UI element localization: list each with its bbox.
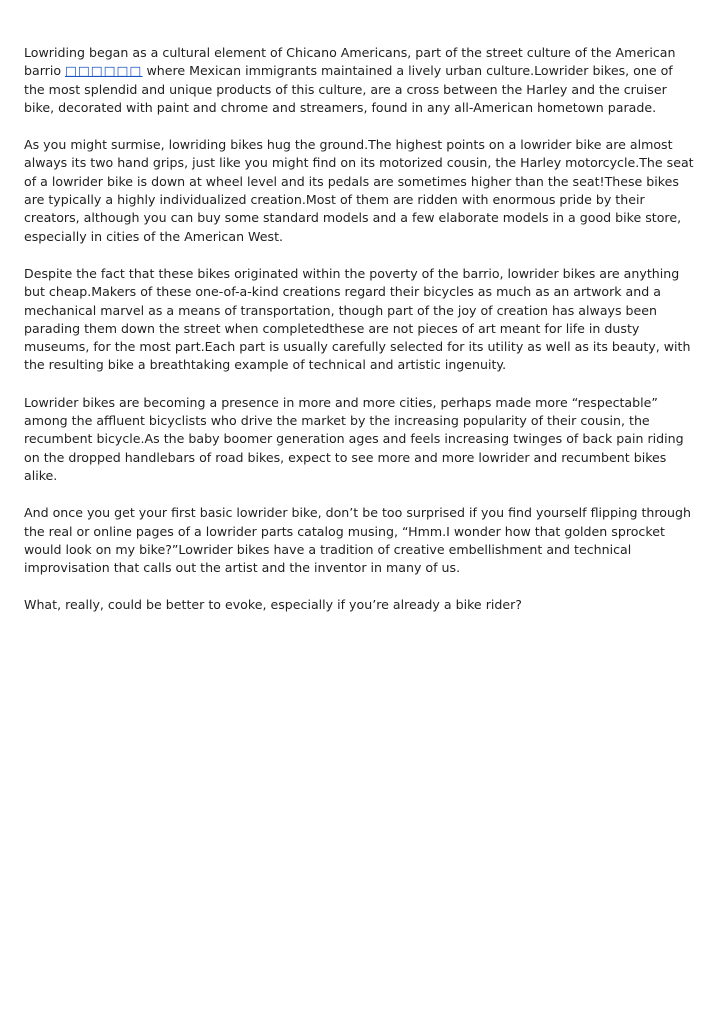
paragraph-1 (24, 44, 696, 117)
paragraph-1-text-before-link: Lowriding began as a cultural element of Chicano Americans, part of the street culture of the American barrio (24, 45, 676, 79)
paragraph-5: And once you get your first basic lowrider bike, don’t be too surprised if you find yourself flipping through the real or online pages of a lowrider parts catalog musing, “Hmm.I wonder how that golden sprocket would look on my bike?”Lowrider bikes have a tradition of creative embellishment and technical improvisation that calls out the artist and the inventor in many of us. (24, 505, 691, 576)
paragraph-1-text-after-link: where Mexican immigrants maintained a lively urban culture.Lowrider bikes, one of the most splendid and unique products of this culture, are a cross between the Harley and the cruiser bike, decorated with paint and chrome and streamers, found in any all-American hometown parade. (24, 63, 673, 115)
paragraph-2: As you might surmise, lowriding bikes hug the ground.The highest points on a lowrider bike are almost always its two hand grips, just like you might find on its motorized cousin, the Harley motorcycle.The seat of a lowrider bike is down at wheel level and its pedals are sometimes higher than the seat!These bikes are typically a highly individualized creation.Most of them are ridden with enormous pride by their creators, although you can buy some standard models and a few elaborate models in a good bike store, especially in cities of the American West. (24, 137, 694, 244)
paragraph-6: What, really, could be better to evoke, especially if you’re already a bike rider? (24, 597, 522, 613)
barrio-link[interactable]: □□□□□□ (65, 63, 143, 79)
paragraph-4: Lowrider bikes are becoming a presence in more and more cities, perhaps made more “respectable” among the affluent bicyclists who drive the market by the increasing popularity of their cousin, the recumbent bicycle.As the baby boomer generation ages and feels increasing twinges of back pain riding on the dropped handlebars of road bikes, expect to see more and more lowrider and recumbent bikes alike. (24, 394, 684, 483)
article-body (24, 44, 696, 634)
paragraph-3: Despite the fact that these bikes originated within the poverty of the barrio, lowrider bikes are anything but cheap.Makers of these one-of-a-kind creations regard their bicycles as much as an artwork and a mechanical marvel as a means of transportation, though part of the joy of creation has always been parading them down the street when completedthese are not pieces of art meant for life in dusty museums, for the most part.Each part is usually carefully selected for its utility as well as its beauty, with the resulting bike a breathtaking example of technical and artistic ingenuity. (24, 265, 691, 373)
